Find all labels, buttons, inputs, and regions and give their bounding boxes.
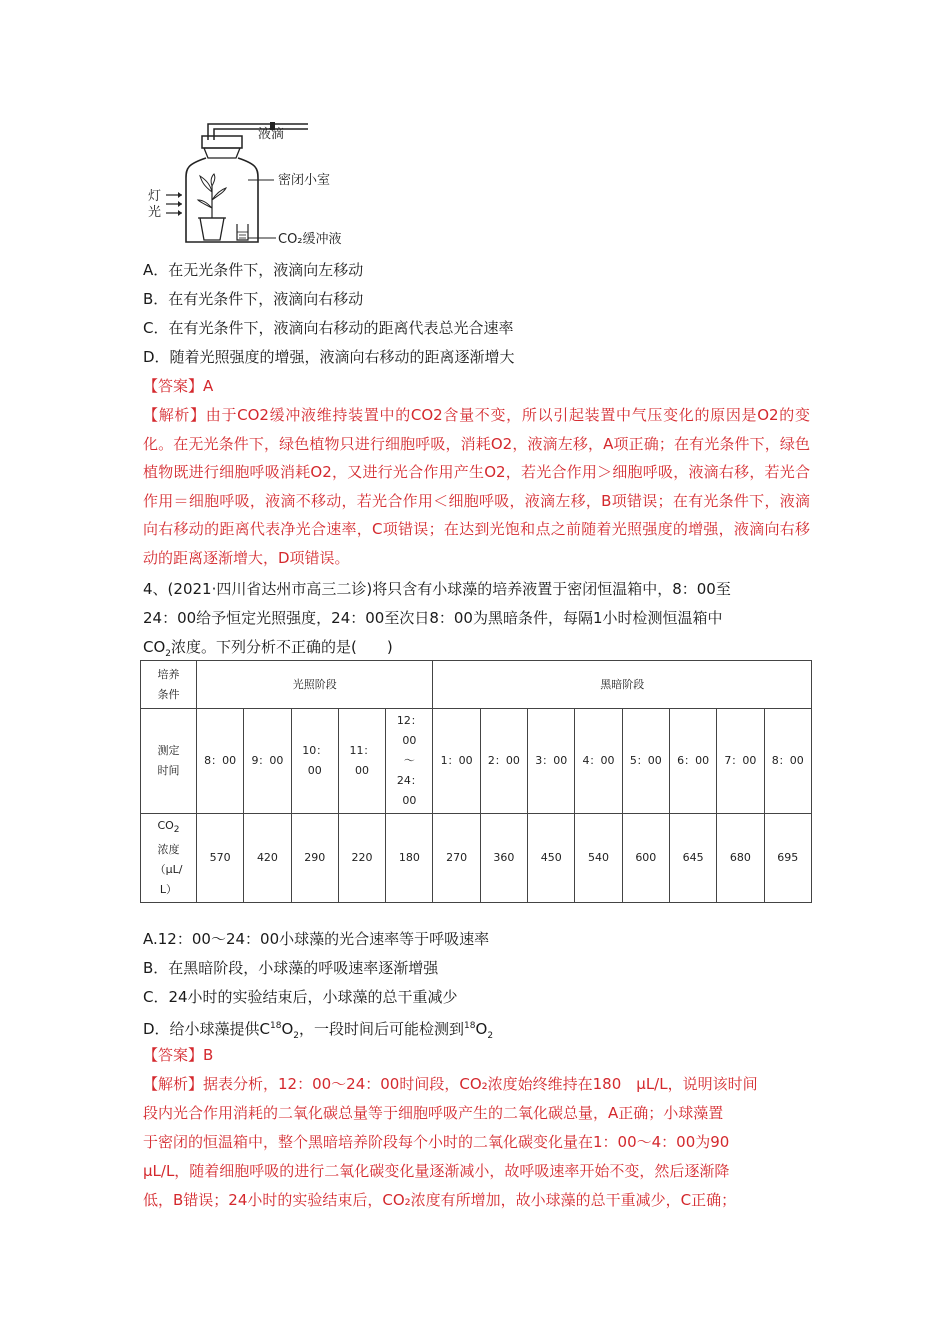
q4-analysis-line: μL/L，随着细胞呼吸的进行二氧化碳变化量逐渐减小，故呼吸速率开始不变，然后逐渐降 [143, 1162, 730, 1180]
table-cell: 290 [291, 814, 338, 903]
table-cell: 420 [244, 814, 291, 903]
table-cell: 695 [764, 814, 811, 903]
table-cell: 600 [622, 814, 669, 903]
q3-analysis: 【解析】由于CO2缓冲液维持装置中的CO2含量不变，所以引起装置中气压变化的原因是O2的变化。在无光条件下，绿色植物只进行细胞呼吸，消耗O2，液滴左移，A项正确；在有光条件下，绿色植物既进行细胞呼吸消耗O2，又进行光合作用产生O2，若光合作用＞细胞呼吸，液滴右移，若光合作用＝细胞呼吸，液滴不移动，若光合作用＜细胞呼吸，液滴左移，B项错误；在有光条件下，液滴向右移动的距离代表净光合速率，C项错误；在达到光饱和点之前随着光照强度的增强，液滴向右移动的距离逐渐增大，D项错误。 [143, 406, 810, 567]
q3-option-a: A．在无光条件下，液滴向左移动 [143, 261, 364, 279]
table-cell: 8：00 [197, 709, 244, 814]
table-co2-row [141, 814, 812, 903]
drop-label: 液滴 [258, 127, 285, 142]
q3-option-d: D．随着光照强度的增强，液滴向右移动的距离逐渐增大 [143, 348, 515, 366]
q4-stem-line-3: $CO_2$浓度。下列分析不正确的是( ) [143, 638, 393, 659]
light-label-2: 光 [148, 205, 162, 220]
table-cell: 360 [480, 814, 527, 903]
light-label-1: 灯 [148, 189, 162, 204]
table-cell: 4：00 [575, 709, 622, 814]
q3-option-c: C．在有光条件下，液滴向右移动的距离代表总光合速率 [143, 319, 514, 337]
table-cell: 2：00 [480, 709, 527, 814]
q4-analysis-line: 低，B错误；24小时的实验结束后，CO₂浓度有所增加，故小球藻的总干重减少，C正确； [143, 1191, 737, 1209]
light-phase-cell: 光照阶段 [197, 661, 433, 709]
table-cell: 680 [717, 814, 764, 903]
table-cell: 540 [575, 814, 622, 903]
table-cell: 180 [386, 814, 433, 903]
co2-table [140, 660, 812, 903]
q4-option-b: B．在黑暗阶段，小球藻的呼吸速率逐渐增强 [143, 959, 439, 977]
q4-stem-line-1: 4、(2021·四川省达州市高三二诊)将只含有小球藻的培养液置于密闭恒温箱中，8：00至 [143, 580, 731, 598]
q4-analysis-line: 于密闭的恒温箱中，整个黑暗培养阶段每个小时的二氧化碳变化量在1：00～4：00为90 [143, 1133, 730, 1151]
q4-answer: 【答案】B [143, 1046, 214, 1064]
table-cell: 6：00 [669, 709, 716, 814]
table-cell: 10： 00 [291, 709, 338, 814]
table-cell: 450 [528, 814, 575, 903]
table-cell: 570 [197, 814, 244, 903]
dark-phase-cell: 黑暗阶段 [433, 661, 812, 709]
q4-option-c: C．24小时的实验结束后，小球藻的总干重减少 [143, 988, 458, 1006]
table-cell: 7：00 [717, 709, 764, 814]
table-cell: 1：00 [433, 709, 480, 814]
header-condition-cell: 培养 条件 [141, 661, 197, 709]
q4-analysis-line: 段内光合作用消耗的二氧化碳总量等于细胞呼吸产生的二氧化碳总量，A正确；小球藻置 [143, 1104, 724, 1122]
chamber-label: 密闭小室 [278, 173, 331, 188]
q4-stem-line-2: 24：00给予恒定光照强度，24：00至次日8：00为黑暗条件，每隔1小时检测恒温箱中 [143, 609, 723, 627]
table-header-row [141, 661, 812, 709]
buffer-label: CO₂缓冲液 [278, 232, 342, 247]
time-label-cell: 测定 时间 [141, 709, 197, 814]
co2-label-cell: $CO_2$ 浓度 （μL/ L） [141, 814, 197, 903]
table-cell: 11： 00 [338, 709, 385, 814]
q4-option-a: A.12：00～24：00小球藻的光合速率等于呼吸速率 [143, 930, 490, 948]
table-cell: 12： 00 ～ 24： 00 [386, 709, 433, 814]
q3-option-b: B．在有光条件下，液滴向右移动 [143, 290, 364, 308]
table-cell: 3：00 [528, 709, 575, 814]
table-cell: 9：00 [244, 709, 291, 814]
q3-answer: 【答案】A [143, 377, 214, 395]
apparatus-diagram [140, 112, 360, 252]
table-time-row [141, 709, 812, 814]
q4-option-d: D．给小球藻提供$C^{18}O_2$，一段时间后可能检测到$^{18}O_2$ [143, 1020, 494, 1041]
table-cell: 220 [338, 814, 385, 903]
q4-analysis-line: 【解析】据表分析，12：00～24：00时间段，CO₂浓度始终维持在180 μL/L，说明该时间 [143, 1075, 758, 1093]
table-cell: 8：00 [764, 709, 811, 814]
table-cell: 5：00 [622, 709, 669, 814]
table-cell: 645 [669, 814, 716, 903]
table-cell: 270 [433, 814, 480, 903]
